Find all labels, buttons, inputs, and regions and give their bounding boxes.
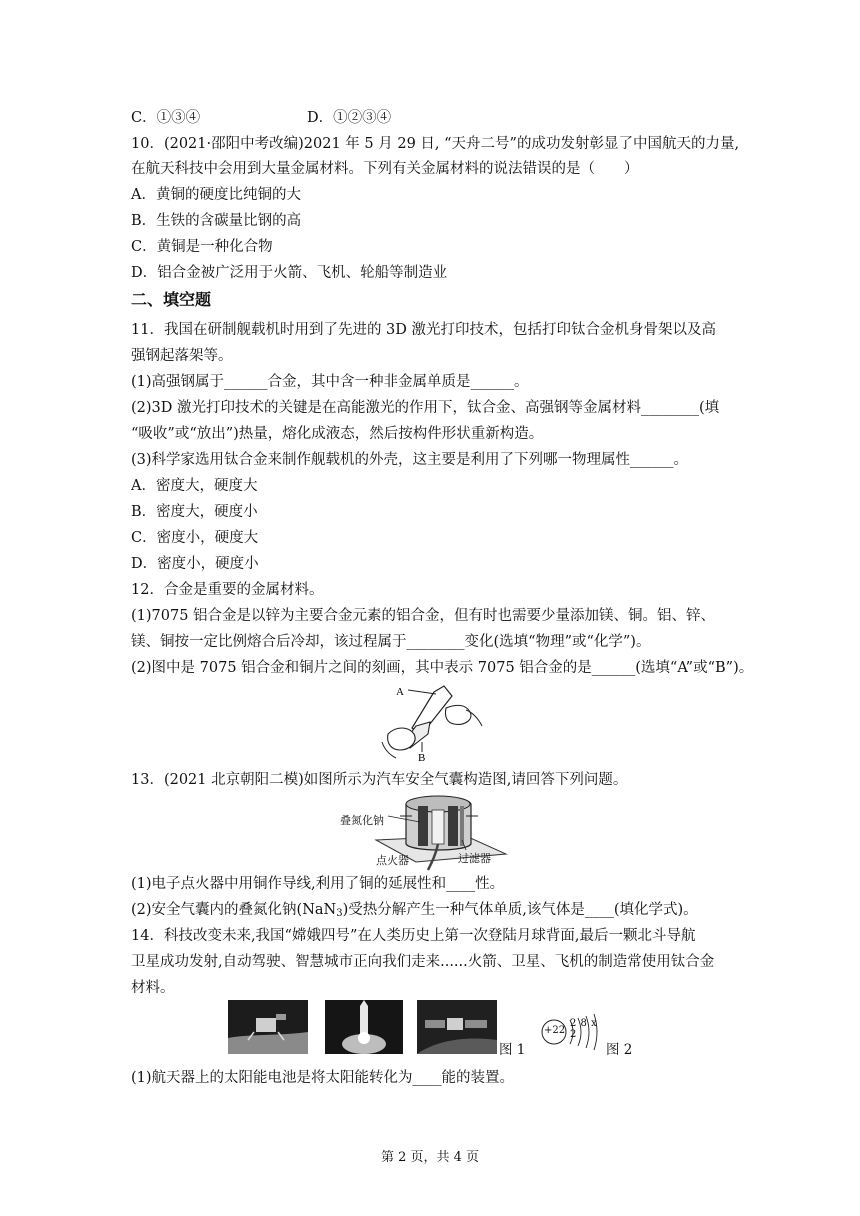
q13-sub2-pre: (2)安全气囊内的叠氮化钠(NaN	[131, 902, 337, 918]
label-a: A	[396, 686, 404, 698]
scratch-figure	[378, 682, 488, 762]
q9-option-d: D．①②③④	[307, 110, 392, 126]
atom-shells: 2 8 x 2	[570, 1018, 597, 1040]
label-igniter: 点火器	[376, 854, 409, 867]
q12-sub1-line2: 镁、铜按一定比例熔合后冷却，该过程属于________变化(选填“物理”或“化学”)。	[131, 634, 651, 650]
q10-option-c: C．黄铜是一种化合物	[131, 239, 273, 255]
fig2-label: 图 2	[606, 1042, 633, 1058]
atom-structure-figure	[540, 1012, 604, 1052]
q11-sub2-line1: (2)3D 激光打印技术的关键是在高能激光的作用下，钛合金、高强钢等金属材料________(填	[131, 400, 720, 416]
q10-option-a: A．黄铜的硬度比纯铜的大	[131, 187, 301, 203]
lunar-lander-photo	[228, 1000, 308, 1054]
satellite-photo	[417, 1000, 497, 1054]
section-title: 二、填空题	[131, 290, 212, 309]
q11-sub2-line2: “吸收”或“放出”)热量，熔化成液态，然后按构件形状重新构造。	[131, 426, 544, 442]
q14-stem-line1: 14．科技改变未来,我国“嫦娥四号”在人类历史上第一次登陆月球背面,最后一颗北斗导航	[131, 928, 696, 944]
label-nan3: 叠氮化钠	[340, 814, 384, 827]
q12-stem: 12．合金是重要的金属材料。	[131, 582, 324, 598]
igniter-core	[432, 810, 444, 844]
q10-option-b: B．生铁的含碳量比钢的高	[131, 213, 302, 229]
photo1-panel	[276, 1014, 286, 1020]
photo3-panel-right	[465, 1020, 487, 1028]
label-filter: 过滤器	[458, 852, 491, 865]
q12-sub2: (2)图中是 7075 铝合金和铜片之间的刻画，其中表示 7075 铝合金的是______(选填“A”或“B”)。	[131, 660, 754, 676]
photo2-rocket	[360, 1006, 368, 1034]
q9-option-c: C．①③④	[131, 110, 201, 126]
q10-stem-line1: 10．(2021·邵阳中考改编)2021 年 5 月 29 日, “天舟二号”的成功发射彰显了中国航天的力量,	[131, 136, 740, 152]
inner-column-right	[448, 806, 458, 846]
q14-sub1: (1)航天器上的太阳能电池是将太阳能转化为____能的装置。	[131, 1070, 515, 1086]
q13-sub1: (1)电子点火器中用铜作导线,利用了铜的延展性和____性。	[131, 876, 505, 892]
q13-stem: 13．(2021 北京朝阳二模)如图所示为汽车安全气囊构造图,请回答下列问题。	[131, 772, 628, 788]
inner-column-left	[418, 806, 428, 846]
photo2-flame	[358, 1032, 370, 1044]
right-hand-shape	[445, 705, 470, 724]
q14-stem-line2: 卫星成功发射,自动驾驶、智慧城市正向我们走来......火箭、卫星、飞机的制造常使用钛合金	[131, 954, 715, 970]
q11-stem-line2: 强钢起落架等。	[131, 348, 233, 364]
fig1-label: 图 1	[499, 1042, 526, 1058]
q13-sub2-post: )受热分解产生一种气体单质,该气体是____(填化学式)。	[342, 902, 698, 918]
q14-stem-line3: 材料。	[131, 980, 175, 996]
atom-nucleus: +22	[544, 1025, 566, 1036]
q11-sub3: (3)科学家选用钛合金来制作舰载机的外壳，这主要是利用了下列哪一物理属性______。	[131, 452, 689, 468]
q12-sub1-line1: (1)7075 铝合金是以锌为主要合金元素的铝合金，但有时也需要少量添加镁、铜。铝、锌、	[131, 608, 716, 624]
q10-stem-line2: 在航天科技中会用到大量金属材料。下列有关金属材料的说法错误的是（ ）	[131, 161, 639, 177]
q11-option-b: B．密度大，硬度小	[131, 504, 258, 520]
rocket-launch-photo	[325, 1000, 403, 1054]
label-a-leader	[408, 690, 436, 694]
q11-sub1: (1)高强钢属于______合金，其中含一种非金属单质是______。	[131, 374, 529, 390]
q11-option-d: D．密度小，硬度小	[131, 556, 259, 572]
photo3-body	[447, 1018, 463, 1030]
q11-stem-line1: 11．我国在研制舰载机时用到了先进的 3D 激光打印技术，包括打印钛合金机身骨架以及高	[131, 322, 717, 338]
q11-option-c: C．密度小，硬度大	[131, 530, 259, 546]
left-hand-shape	[388, 728, 415, 750]
q10-option-d: D．铝合金被广泛用于火箭、飞机、轮船等制造业	[131, 265, 448, 281]
label-b: B	[418, 752, 426, 762]
q9-options	[131, 108, 391, 128]
q13-sub2-subscript: 3	[336, 908, 343, 919]
q13-sub2	[131, 900, 698, 924]
photo1-lander	[256, 1018, 276, 1032]
page-footer: 第 2 页，共 4 页	[380, 1150, 480, 1165]
q11-option-a: A．密度大，硬度大	[131, 478, 258, 494]
photo3-panel-left	[425, 1020, 445, 1028]
airbag-figure	[336, 792, 512, 872]
